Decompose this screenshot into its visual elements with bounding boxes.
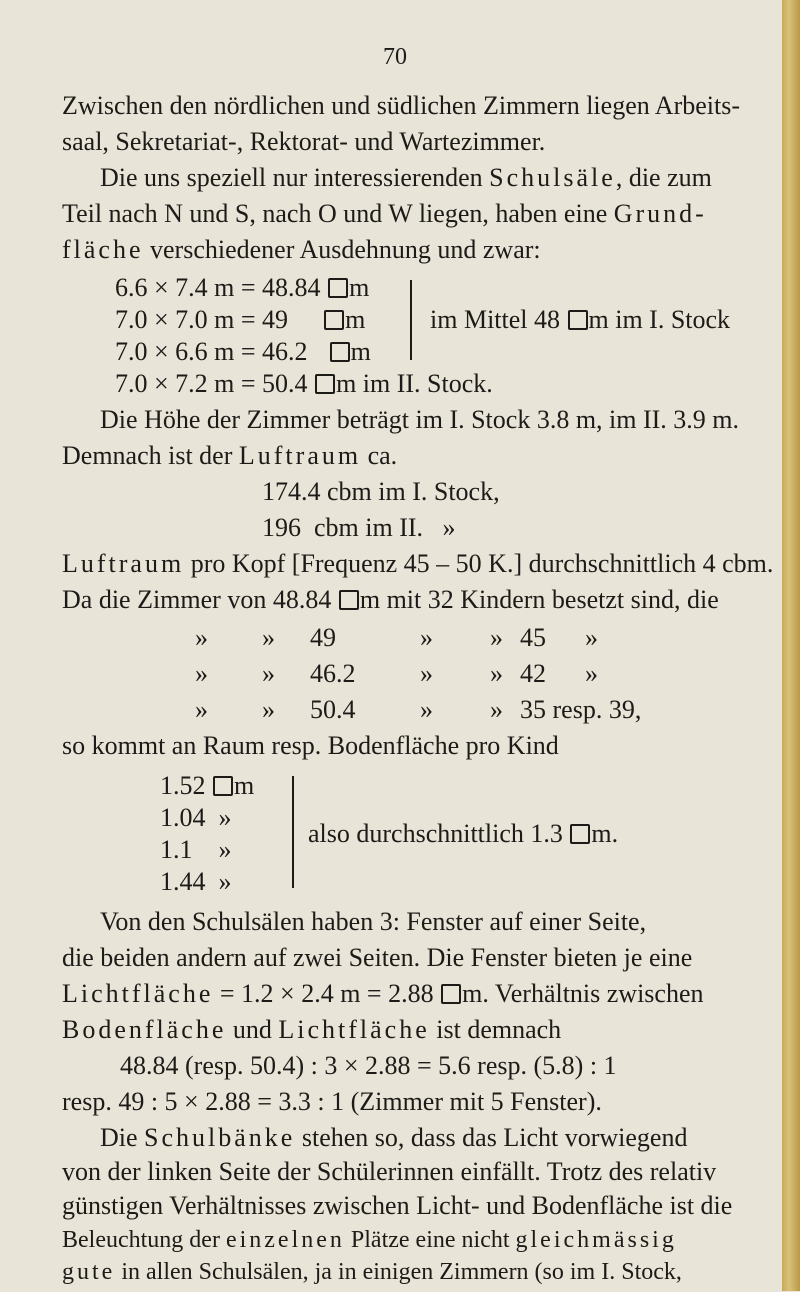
intro-line-2: saal, Sekretariat-, Rektorat- und Wartezimmer. <box>62 127 546 156</box>
spaced-word: Lichtfläche <box>62 979 214 1008</box>
windows-line-1: Von den Schulsälen haben 3: Fenster auf einer Seite, <box>100 907 647 936</box>
spaced-word: gute <box>62 1259 116 1285</box>
area-row-4 <box>115 368 493 400</box>
area-expr: 7.0 × 7.2 m = 50.4 <box>115 369 308 398</box>
space-unit: m <box>234 771 255 800</box>
area-mean-text: m im I. Stock <box>588 305 731 334</box>
spaced-word: Schulsäle <box>489 163 616 192</box>
spaced-word: Luftraum <box>238 441 362 470</box>
square-icon <box>213 776 233 796</box>
benches-text: stehen so, dass das Licht vorwiegend <box>301 1123 688 1152</box>
ditto-mark: » <box>195 659 208 688</box>
intro-text: , die zum <box>615 163 712 192</box>
volume-2: 196 cbm im II. » <box>262 513 456 542</box>
volume-1: 174.4 cbm im I. Stock, <box>262 477 500 506</box>
ditto-mark: » <box>420 695 433 724</box>
area-mean-text: im Mittel 48 <box>430 305 560 334</box>
perhead-line-2 <box>62 584 719 616</box>
area-value: 46.2 <box>310 659 356 688</box>
spaced-word: Bodenfläche <box>62 1015 227 1044</box>
windows-text: m. Verhältnis zwischen <box>462 979 704 1008</box>
area-value: 50.4 <box>310 695 356 724</box>
benches-line-3: günstigen Verhältnisses zwischen Licht- und Bodenfläche ist die <box>62 1191 733 1220</box>
benches-text: Die <box>100 1123 138 1152</box>
area-value: 49 <box>310 623 336 652</box>
ditto-mark: » <box>585 659 598 688</box>
area-expr: 7.0 × 6.6 m = 46.2 <box>115 337 308 366</box>
square-icon <box>441 984 461 1004</box>
space-average <box>308 818 618 850</box>
intro-text: Teil nach N und S, nach O und W liegen, haben eine <box>62 199 608 228</box>
area-row-1 <box>115 272 369 304</box>
intro-line-4 <box>62 198 707 230</box>
space-line-1: so kommt an Raum resp. Bodenfläche pro Kind <box>62 731 559 760</box>
benches-line-2: von der linken Seite der Schülerinnen einfällt. Trotz des relativ <box>62 1157 717 1186</box>
area-unit: m <box>349 273 370 302</box>
windows-line-4 <box>62 1014 561 1046</box>
square-icon <box>339 590 359 610</box>
ditto-mark: » <box>420 659 433 688</box>
benches-line-4 <box>62 1224 677 1256</box>
perhead-line-1 <box>62 548 773 580</box>
space-value: 1.52 <box>160 771 206 800</box>
intro-text: verschiedener Ausdehnung und zwar: <box>150 235 541 264</box>
spaced-word: Schulbänke <box>144 1123 296 1152</box>
spaced-word: Lichtfläche <box>278 1015 430 1044</box>
spaced-word: Luftraum <box>62 549 185 578</box>
benches-text: Beleuchtung der <box>62 1227 220 1253</box>
square-icon <box>330 342 350 362</box>
square-icon <box>328 278 348 298</box>
area-row-2 <box>115 304 365 336</box>
ditto-mark: » <box>490 695 503 724</box>
area-expr: 6.6 × 7.4 m = 48.84 <box>115 273 321 302</box>
area-unit: m <box>345 305 366 334</box>
windows-text: = 1.2 × 2.4 m = 2.88 <box>219 979 434 1008</box>
windows-line-3 <box>62 978 704 1010</box>
ditto-mark: » <box>490 623 503 652</box>
space-value-2: 1.04 » <box>160 803 232 832</box>
ditto-mark: » <box>195 623 208 652</box>
square-icon <box>315 374 335 394</box>
perhead-text: Da die Zimmer von 48.84 <box>62 585 332 614</box>
benches-line-1 <box>100 1122 687 1154</box>
area-row4-rest: m im II. Stock. <box>336 369 493 398</box>
space-value-4: 1.44 » <box>160 867 232 896</box>
windows-text: ist demnach <box>436 1015 562 1044</box>
benches-line-5 <box>62 1256 682 1288</box>
spaced-word: einzelnen <box>225 1227 345 1253</box>
intro-line-5 <box>62 234 541 266</box>
spaced-word: fläche <box>62 235 144 264</box>
kids-value: 42 <box>520 659 546 688</box>
perhead-text: pro Kopf [Frequenz 45 – 50 K.] durchschnittlich 4 cbm. <box>190 549 774 578</box>
spaced-word: gleichmässig <box>515 1227 677 1253</box>
space-value-1 <box>160 770 254 802</box>
brace <box>292 776 300 888</box>
intro-line-3 <box>100 162 712 194</box>
windows-line-2: die beiden andern auf zwei Seiten. Die Fenster bieten je eine <box>62 943 693 972</box>
space-value-3: 1.1 » <box>160 835 232 864</box>
area-mean <box>430 304 730 336</box>
perhead-text: m mit 32 Kindern besetzt sind, die <box>359 585 719 614</box>
spaced-word: Grund- <box>613 199 707 228</box>
height-line-2 <box>62 440 397 472</box>
ditto-mark: » <box>262 659 275 688</box>
area-row-3 <box>115 336 371 368</box>
height-text: ca. <box>367 441 398 470</box>
ditto-mark: » <box>262 623 275 652</box>
ditto-mark: » <box>195 695 208 724</box>
windows-line-5: 48.84 (resp. 50.4) : 3 × 2.88 = 5.6 resp. (5.8) : 1 <box>120 1051 617 1080</box>
kids-value: 35 resp. 39, <box>520 695 642 724</box>
page-edge <box>782 0 800 1291</box>
ditto-mark: » <box>262 695 275 724</box>
space-average-text: also durchschnittlich 1.3 <box>308 819 563 848</box>
benches-text: in allen Schulsälen, ja in einigen Zimmern (so im I. Stock, <box>121 1259 682 1285</box>
kids-value: 45 <box>520 623 546 652</box>
height-line-1: Die Höhe der Zimmer beträgt im I. Stock 3.8 m, im II. 3.9 m. <box>100 405 740 434</box>
ditto-mark: » <box>420 623 433 652</box>
brace <box>410 280 418 360</box>
ditto-mark: » <box>490 659 503 688</box>
intro-line-1: Zwischen den nördlichen und südlichen Zimmern liegen Arbeits- <box>62 91 740 120</box>
benches-text: Plätze eine nicht <box>350 1227 510 1253</box>
area-expr: 7.0 × 7.0 m = 49 <box>115 305 289 334</box>
height-text: Demnach ist der <box>62 441 233 470</box>
area-unit: m <box>350 337 371 366</box>
space-average-text: m. <box>591 819 619 848</box>
ditto-mark: » <box>585 623 598 652</box>
square-icon <box>570 824 590 844</box>
square-icon <box>324 310 344 330</box>
windows-text: und <box>232 1015 272 1044</box>
square-icon <box>568 310 588 330</box>
windows-line-6: resp. 49 : 5 × 2.88 = 3.3 : 1 (Zimmer mit 5 Fenster). <box>62 1087 602 1116</box>
page-number: 70 <box>383 44 407 70</box>
intro-text: Die uns speziell nur interessierenden <box>100 163 483 192</box>
